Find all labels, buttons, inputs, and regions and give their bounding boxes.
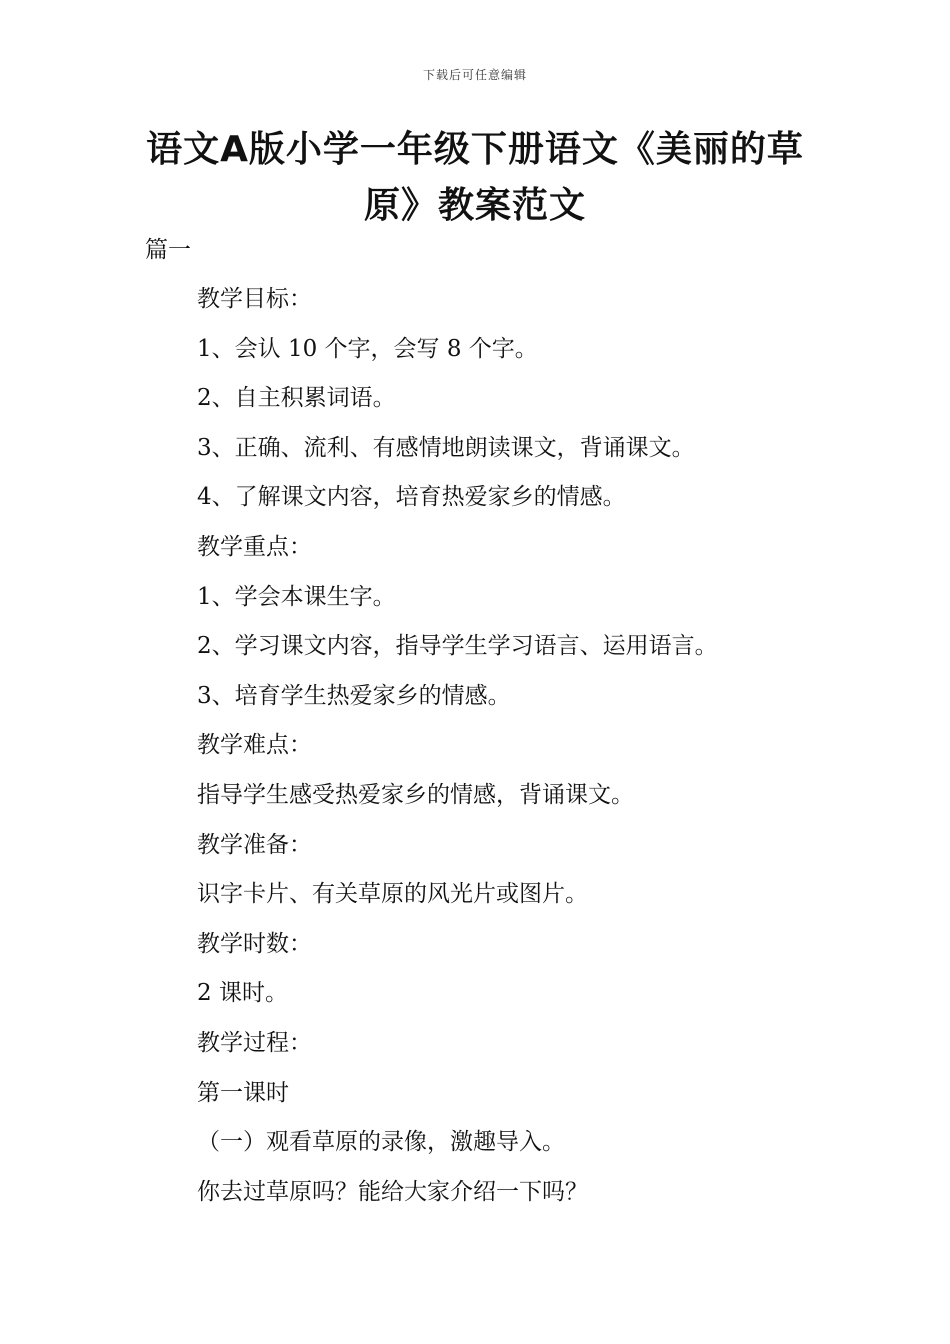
body-line: 教学过程： bbox=[197, 1029, 312, 1056]
document-body bbox=[197, 282, 877, 1224]
body-line: 第一课时 bbox=[197, 1079, 289, 1106]
body-line: 教学难点： bbox=[197, 732, 312, 759]
body-line: 2、自主积累词语。 bbox=[197, 385, 396, 412]
body-line: 教学时数： bbox=[197, 930, 312, 957]
body-line: 你去过草原吗？能给大家介绍一下吗？ bbox=[197, 1178, 588, 1205]
title-line-1: 语文A版小学一年级下册语文《美丽的草 bbox=[146, 129, 804, 170]
section-label: 篇一 bbox=[145, 237, 191, 263]
body-line: 教学目标： bbox=[197, 286, 312, 312]
body-line: 教学重点： bbox=[197, 533, 312, 560]
body-line: （一）观看草原的录像，激趣导入。 bbox=[197, 1129, 565, 1156]
title-line-2: 原》教案范文 bbox=[363, 185, 586, 226]
body-line: 4、了解课文内容，培育热爱家乡的情感。 bbox=[197, 484, 626, 511]
body-line: 2、学习课文内容，指导学生学习语言、运用语言。 bbox=[197, 633, 718, 660]
body-line: 1、会认 10 个字，会写 8 个字。 bbox=[197, 335, 538, 362]
body-line: 1、学会本课生字。 bbox=[197, 583, 396, 610]
body-line: 指导学生感受热爱家乡的情感，背诵课文。 bbox=[197, 781, 634, 808]
page-header-note: 下载后可任意编辑 bbox=[422, 68, 527, 82]
body-line: 3、正确、流利、有感情地朗读课文，背诵课文。 bbox=[197, 434, 695, 461]
document-title bbox=[120, 122, 830, 234]
body-line: 2 课时。 bbox=[197, 980, 288, 1007]
body-line: 教学准备： bbox=[197, 831, 312, 858]
body-line: 识字卡片、有关草原的风光片或图片。 bbox=[197, 881, 588, 908]
body-line: 3、培育学生热爱家乡的情感。 bbox=[197, 682, 511, 709]
